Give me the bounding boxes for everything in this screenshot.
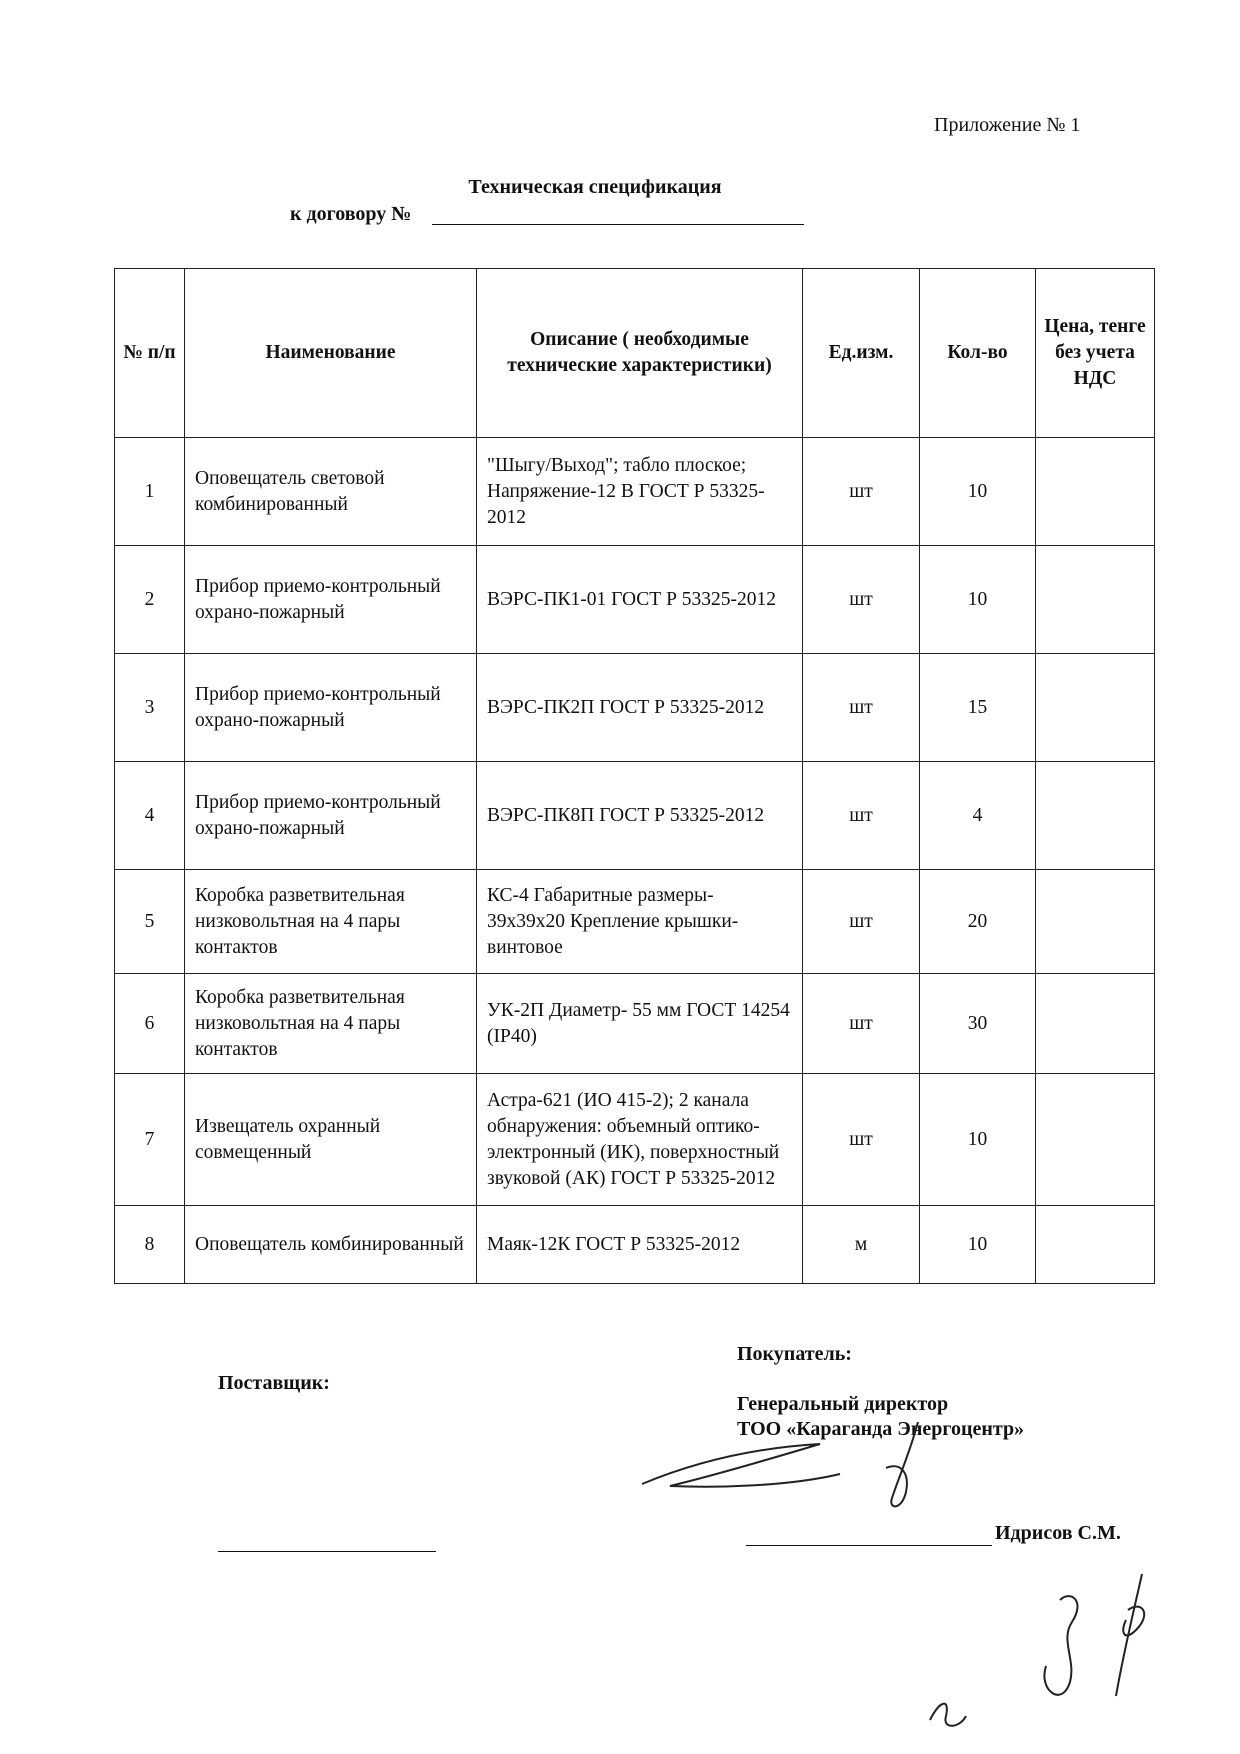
table-row	[115, 762, 1155, 870]
cell-description: ВЭРС-ПК2П ГОСТ Р 53325-2012	[477, 654, 803, 762]
header-name: Наименование	[185, 269, 477, 438]
cell-unit: шт	[803, 1074, 920, 1206]
table-row	[115, 1074, 1155, 1206]
buyer-signature	[630, 1412, 970, 1522]
cell-quantity: 15	[920, 654, 1036, 762]
supplier-label: Поставщик:	[218, 1372, 330, 1394]
cell-name: Оповещатель световой комбинированный	[185, 438, 477, 546]
buyer-signature-line	[746, 1545, 992, 1546]
cell-num: 1	[115, 438, 185, 546]
cell-name: Прибор приемо-контрольный охрано-пожарный	[185, 654, 477, 762]
buyer-label: Покупатель:	[737, 1343, 852, 1365]
cell-name: Коробка разветвительная низковольтная на 4 пары контактов	[185, 974, 477, 1074]
cell-num: 7	[115, 1074, 185, 1206]
cell-description: Астра-621 (ИО 415-2); 2 канала обнаружения: объемный оптико-электронный (ИК), поверхностный звуковой (АК) ГОСТ Р 53325-2012	[477, 1074, 803, 1206]
table-row	[115, 654, 1155, 762]
specification-table	[114, 268, 1155, 1284]
cell-num: 5	[115, 870, 185, 974]
cell-num: 4	[115, 762, 185, 870]
cell-price	[1036, 546, 1155, 654]
supplier-signature-line	[218, 1551, 436, 1552]
table-header-row	[115, 269, 1155, 438]
cell-description: Маяк-12К ГОСТ Р 53325-2012	[477, 1206, 803, 1284]
cell-unit: шт	[803, 762, 920, 870]
cell-description: "Шыгу/Выход"; табло плоское; Напряжение-12 В ГОСТ Р 53325-2012	[477, 438, 803, 546]
buyer-position: Генеральный директор	[737, 1393, 949, 1415]
cell-price	[1036, 762, 1155, 870]
cell-num: 6	[115, 974, 185, 1074]
cell-description: УК-2П Диаметр- 55 мм ГОСТ 14254 (IP40)	[477, 974, 803, 1074]
header-quantity: Кол-во	[920, 269, 1036, 438]
cell-quantity: 10	[920, 546, 1036, 654]
header-price: Цена, тенге без учета НДС	[1036, 269, 1155, 438]
cell-quantity: 20	[920, 870, 1036, 974]
table-row	[115, 546, 1155, 654]
cell-name: Прибор приемо-контрольный охрано-пожарный	[185, 762, 477, 870]
table-row	[115, 438, 1155, 546]
table-row	[115, 974, 1155, 1074]
cell-unit: шт	[803, 654, 920, 762]
cell-unit: шт	[803, 438, 920, 546]
cell-quantity: 10	[920, 1206, 1036, 1284]
initials-mark	[920, 1570, 1180, 1740]
cell-quantity: 10	[920, 438, 1036, 546]
buyer-name: Идрисов С.М.	[995, 1522, 1121, 1544]
header-num: № п/п	[115, 269, 185, 438]
cell-description: КС-4 Габаритные размеры- 39х39х20 Крепление крышки- винтовое	[477, 870, 803, 974]
cell-unit: шт	[803, 974, 920, 1074]
cell-quantity: 10	[920, 1074, 1036, 1206]
cell-price	[1036, 438, 1155, 546]
cell-price	[1036, 1074, 1155, 1206]
cell-quantity: 30	[920, 974, 1036, 1074]
cell-unit: шт	[803, 870, 920, 974]
cell-name: Коробка разветвительная низковольтная на 4 пары контактов	[185, 870, 477, 974]
table-row	[115, 870, 1155, 974]
cell-price	[1036, 870, 1155, 974]
cell-price	[1036, 1206, 1155, 1284]
cell-unit: шт	[803, 546, 920, 654]
cell-description: ВЭРС-ПК1-01 ГОСТ Р 53325-2012	[477, 546, 803, 654]
cell-unit: м	[803, 1206, 920, 1284]
cell-num: 8	[115, 1206, 185, 1284]
header-unit: Ед.изм.	[803, 269, 920, 438]
buyer-organization: ТОО «Караганда Энергоцентр»	[737, 1418, 1025, 1440]
cell-num: 2	[115, 546, 185, 654]
cell-price	[1036, 654, 1155, 762]
cell-num: 3	[115, 654, 185, 762]
cell-name: Прибор приемо-контрольный охрано-пожарный	[185, 546, 477, 654]
cell-price	[1036, 974, 1155, 1074]
contract-number-line	[432, 224, 804, 225]
table-row	[115, 1206, 1155, 1284]
document-title: Техническая спецификация	[468, 176, 722, 198]
appendix-label: Приложение № 1	[934, 114, 1081, 136]
cell-quantity: 4	[920, 762, 1036, 870]
header-description: Описание ( необходимые технические характеристики)	[477, 269, 803, 438]
contract-reference: к договору №	[290, 203, 412, 225]
cell-name: Извещатель охранный совмещенный	[185, 1074, 477, 1206]
cell-name: Оповещатель комбинированный	[185, 1206, 477, 1284]
cell-description: ВЭРС-ПК8П ГОСТ Р 53325-2012	[477, 762, 803, 870]
